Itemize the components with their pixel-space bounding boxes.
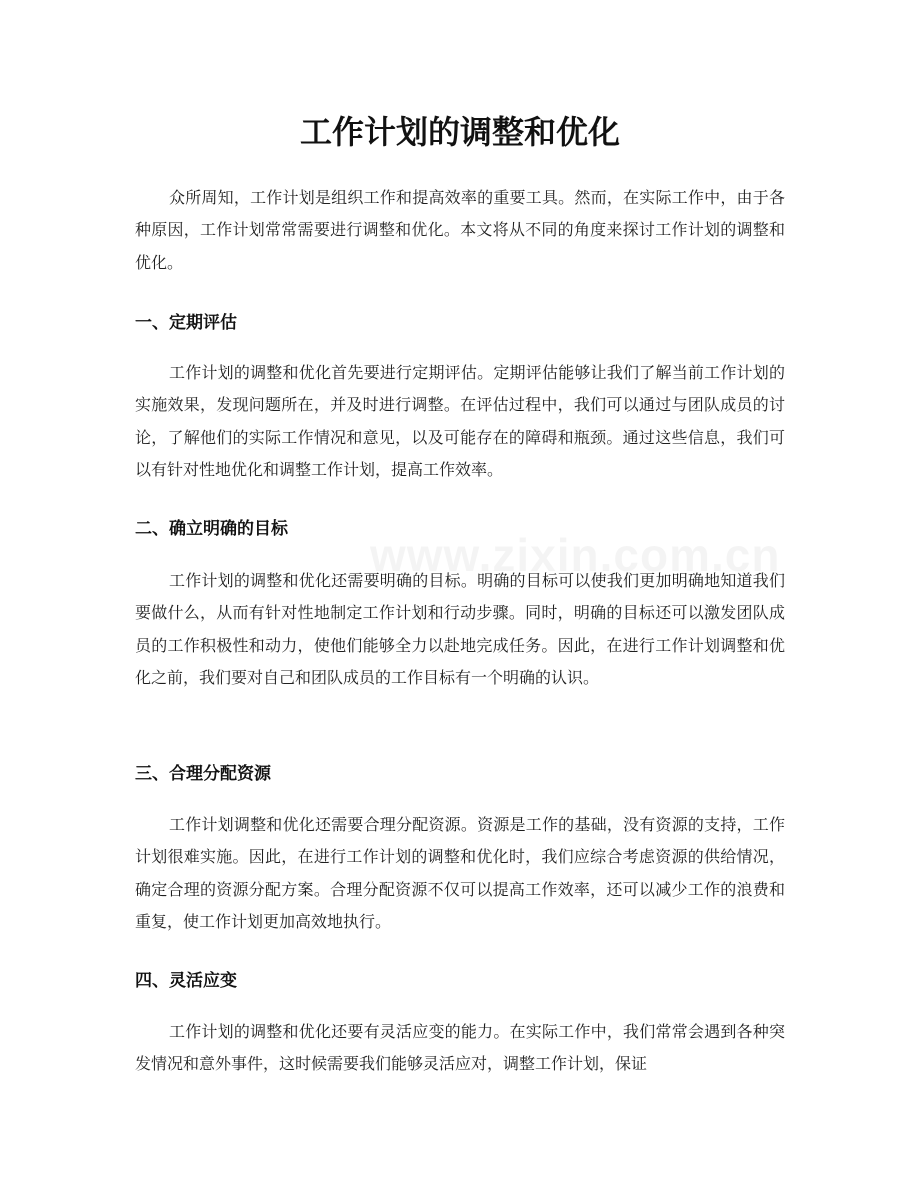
section-paragraph: 工作计划的调整和优化首先要进行定期评估。定期评估能够让我们了解当前工作计划的实施效果，发现问题所在，并及时进行调整。在评估过程中，我们可以通过与团队成员的讨论，了解他们的实际工作情况和意见，以及可能存在的障碍和瓶颈。通过这些信息，我们可以有针对性地优化和调整工作计划，提高工作效率。 xyxy=(135,363,785,480)
section-heading: 一、定期评估 xyxy=(135,313,237,333)
section-2 xyxy=(135,513,785,545)
section-heading: 四、灵活应变 xyxy=(135,971,237,991)
section-paragraph: 工作计划的调整和优化还需要明确的目标。明确的目标可以使我们更加明确地知道我们要做什么，从而有针对性地制定工作计划和行动步骤。同时，明确的目标还可以激发团队成员的工作积极性和动力，使他们能够全力以赴地完成任务。因此，在进行工作计划调整和优化之前，我们要对自己和团队成员的工作目标有一个明确的认识。 xyxy=(135,571,785,688)
section-paragraph: 工作计划的调整和优化还要有灵活应变的能力。在实际工作中，我们常常会遇到各种突发情况和意外事件，这时候需要我们能够灵活应对，调整工作计划，保证 xyxy=(135,1022,785,1074)
document-title: 工作计划的调整和优化 xyxy=(299,113,620,151)
section-paragraph: 工作计划调整和优化还需要合理分配资源。资源是工作的基础，没有资源的支持，工作计划很难实施。因此，在进行工作计划的调整和优化时，我们应综合考虑资源的供给情况，确定合理的资源分配方案。合理分配资源不仅可以提高工作效率，还可以减少工作的浪费和重复，使工作计划更加高效地执行。 xyxy=(135,815,785,932)
section-3-body xyxy=(135,809,785,939)
section-4 xyxy=(135,965,785,997)
intro-paragraph: 众所周知，工作计划是组织工作和提高效率的重要工具。然而，在实际工作中，由于各种原因，工作计划常常需要进行调整和优化。本文将从不同的角度来探讨工作计划的调整和优化。 xyxy=(135,188,785,272)
section-heading: 二、确立明确的目标 xyxy=(135,519,288,539)
section-4-body xyxy=(135,1016,785,1081)
section-1-body xyxy=(135,357,785,487)
intro-block xyxy=(135,182,785,279)
section-2-body xyxy=(135,565,785,695)
section-1 xyxy=(135,307,785,339)
section-3 xyxy=(135,758,785,790)
section-heading: 三、合理分配资源 xyxy=(135,764,271,784)
